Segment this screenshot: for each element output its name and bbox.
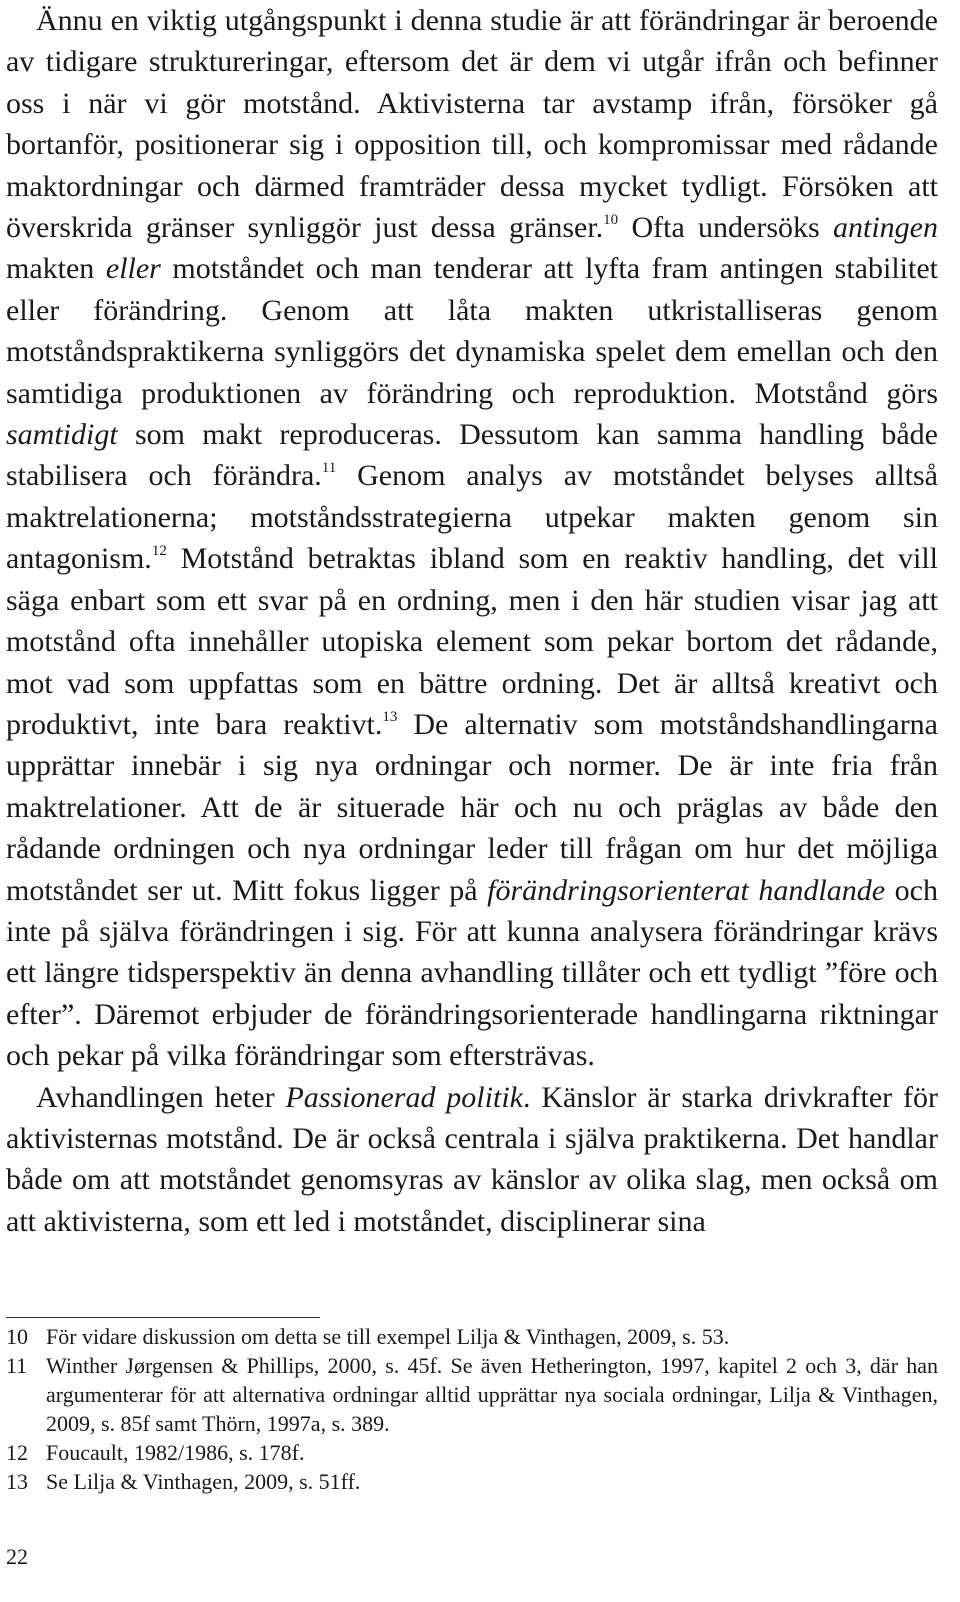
italic-run: eller (105, 252, 161, 286)
footnote-number: 11 (6, 1353, 28, 1378)
text-run: motståndet och man tenderar att lyfta fram antingen stabilitet eller förändring. Genom att låta makten utkristalliseras genom motståndspraktikerna synliggörs det dynamiska spelet dem emellan och den samtidiga produktionen av förändring och reproduktion. Motstånd görs (6, 252, 938, 410)
text-run: Motstånd betraktas ibland som en reaktiv handling, det vill säga enbart som ett svar på en ordning, men i den här studien visar jag att motstånd ofta innehåller utopiska element som pekar bortom det rådande, mot vad som uppfattas som en bättre ordning. Det är alltså kreativt och produktivt, inte bara reaktivt. (6, 542, 938, 741)
footnote-ref: 11 (321, 460, 337, 477)
footnote-13 (6, 1467, 938, 1496)
footnote-ref: 12 (151, 543, 167, 560)
text-run: och inte på själva förändringen i sig. För att kunna analysera förändringar krävs ett längre tidsperspektiv än denna avhandling tillåter och ett tydligt ”före och efter”. Däremot erbjuder de förändringsorienterade handlingarna riktningar och pekar på vilka förändringar som eftersträvas. (6, 873, 938, 1073)
footnote-text: För vidare diskussion om detta se till exempel Lilja & Vinthagen, 2009, s. 53. (46, 1324, 730, 1349)
footnote-text: Foucault, 1982/1986, s. 178f. (46, 1440, 305, 1465)
text-run: Genom analys av motståndet belyses alltså maktrelationerna; motståndsstrategierna utpekar makten genom sin antagonism. (6, 459, 938, 576)
text-run: Ännu en viktig utgångspunkt i denna studie är att förändringar är beroende av tidigare struktureringar, eftersom det är dem vi utgår ifrån och befinner oss i när vi gör motstånd. Aktivisterna tar avstamp ifrån, försöker gå bortanför, positionerar sig i opposition till, och kompromissar med rådande maktordningar och därmed framträder dessa mycket tydligt. Försöken att överskrida gränser synliggör just dessa gränser. (6, 4, 938, 245)
paragraph-1 (6, 0, 938, 1077)
text-run: Ofta undersöks (618, 211, 833, 245)
page-number: 22 (6, 1544, 28, 1569)
footnote-12 (6, 1438, 938, 1467)
footnote-number: 10 (6, 1324, 28, 1349)
italic-run: Passionerad politik (285, 1080, 523, 1114)
italic-run: förändringsorienterat handlande (487, 873, 886, 907)
text-run: makten (6, 252, 106, 286)
text-run: Avhandlingen heter (36, 1080, 286, 1114)
text-run: . Känslor är starka drivkrafter för aktivisternas motstånd. De är också centrala i själva praktikerna. Det handlar både om att motståndet genomsyras av känslor av olika slag, men också om att aktivisterna, som ett led i motståndet, disciplinerar sina (6, 1080, 938, 1238)
footnotes (6, 1322, 938, 1496)
footnote-text: Winther Jørgensen & Phillips, 2000, s. 45f. Se även Hetherington, 1997, kapitel 2 och 3, där han argumenterar för att alternativa ordningar alltid upprättar nya sociala ordningar, Lilja & Vinthagen, 2009, s. 85f samt Thörn, 1997a, s. 389. (46, 1353, 938, 1436)
footnote-number: 13 (6, 1469, 28, 1494)
text-run: De alternativ som motståndshandlingarna upprättar innebär i sig nya ordningar och normer. De är inte fria från maktrelationer. Att de är situerade här och nu och präglas av både den rådande ordningen och nya ordningar leder till frågan om hur det möjliga motståndet ser ut. Mitt fokus ligger på (6, 707, 938, 907)
italic-run: antingen (833, 211, 938, 245)
footnote-separator (6, 1317, 320, 1318)
italic-run: samtidigt (6, 418, 118, 452)
footnote-ref: 10 (603, 212, 619, 229)
footnote-text: Se Lilja & Vinthagen, 2009, s. 51ff. (46, 1469, 361, 1494)
body-text (6, 0, 938, 1242)
footnote-ref: 13 (382, 708, 398, 725)
footnote-number: 12 (6, 1440, 28, 1465)
footnote-10 (6, 1322, 938, 1351)
paragraph-2 (6, 1077, 938, 1243)
text-run: som makt reproduceras. Dessutom kan samma handling både stabilisera och förändra. (6, 418, 938, 493)
footnote-11 (6, 1351, 938, 1438)
